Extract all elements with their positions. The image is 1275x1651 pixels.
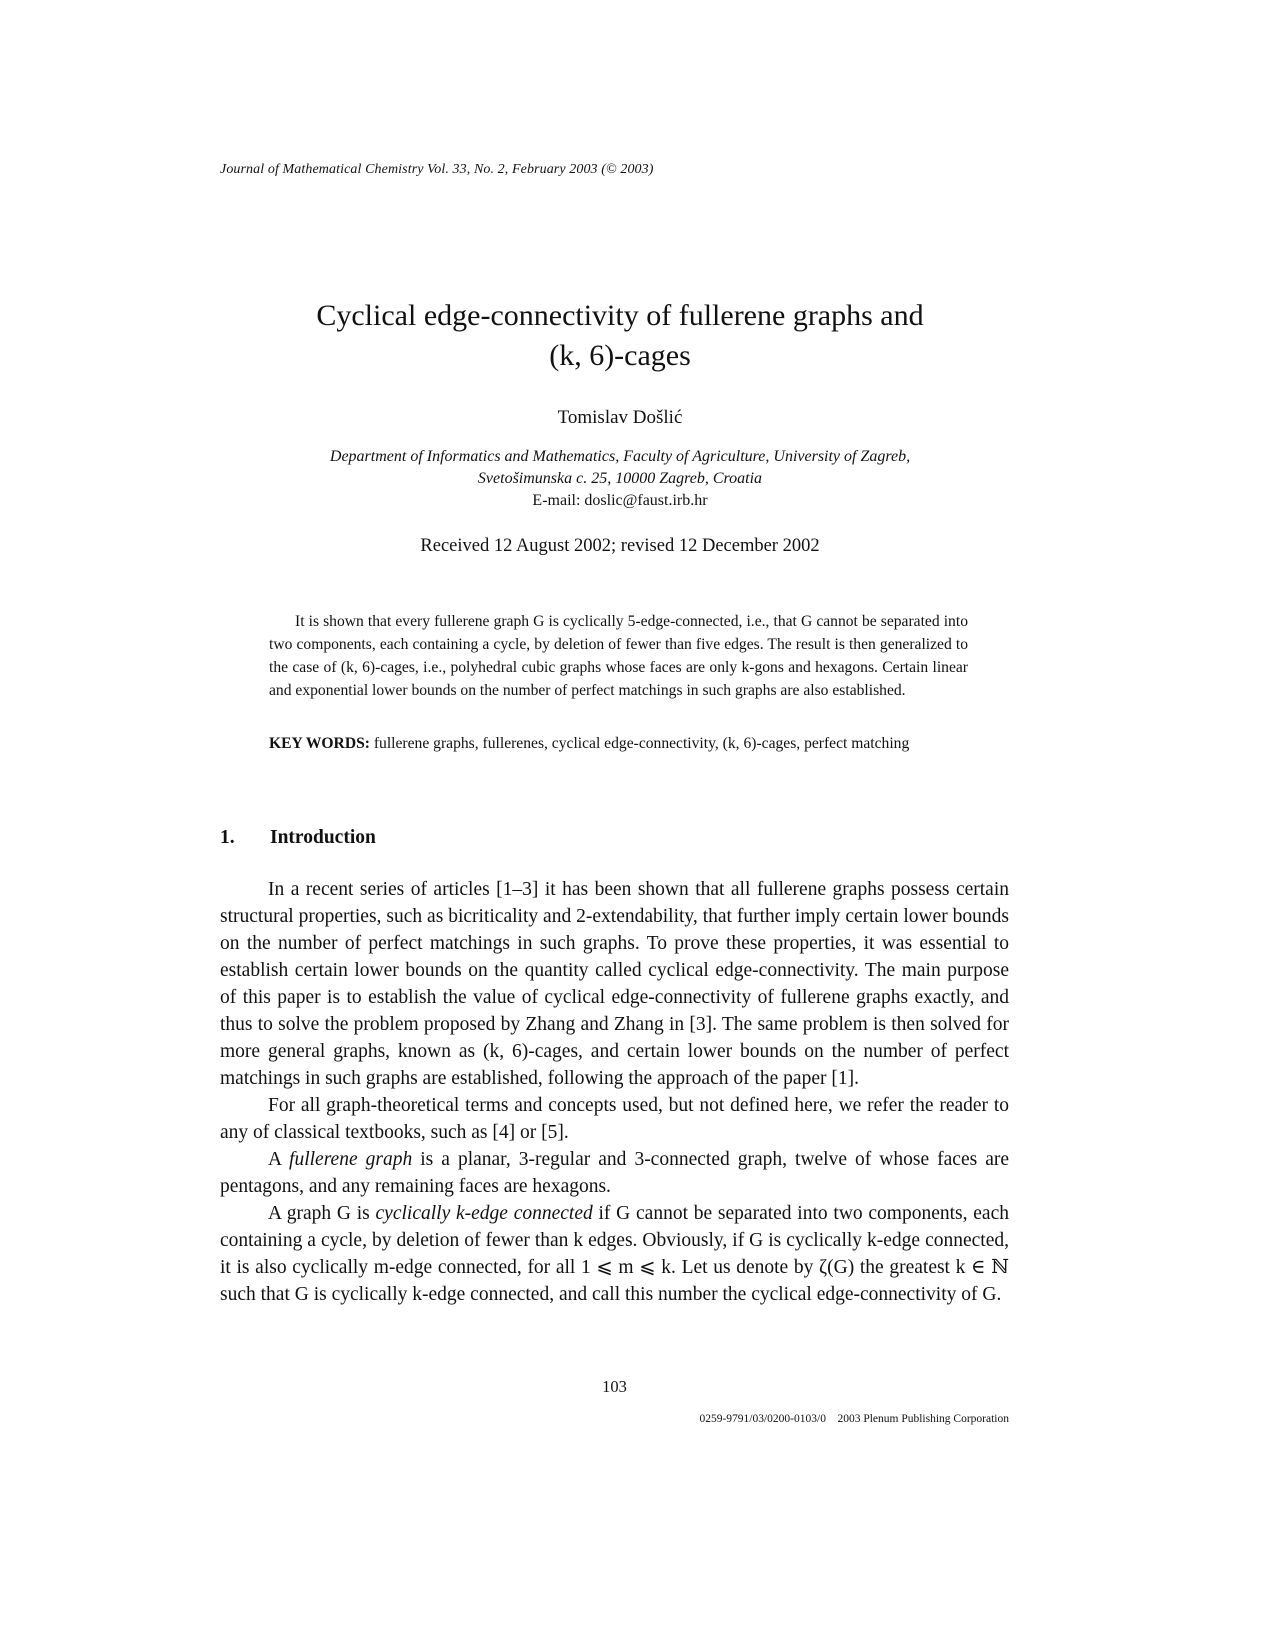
affiliation-block [220,446,1020,512]
section-title: Introduction [270,827,376,848]
paragraph-3-lead: A [268,1149,290,1170]
paragraph-3-rest: is a planar, 3-regular and 3-connected graph, twelve of whose faces are pentagons, and any remaining faces are hexagons. [220,1149,1010,1197]
title-line-1: Cyclical edge-connectivity of fullerene graphs and [316,299,924,332]
paragraph-4 [220,1200,1009,1308]
journal-header: Journal of Mathematical Chemistry Vol. 33, No. 2, February 2003 (© 2003) [220,162,654,177]
affiliation-line-2: Svetošimunska c. 25, 10000 Zagreb, Croatia [477,470,763,487]
section-heading [220,827,376,849]
term-cyclically-k-edge-connected: cyclically k-edge connected [375,1203,593,1224]
paragraph-4-rest: if G cannot be separated into two components, each containing a cycle, by deletion of fewer than k edges. Obviously, if G is cyclically k-edge connected, it is also cyclically m-edge connected, for all 1 ⩽ m ⩽ k. Let us denote by ζ(G) the greatest k ∈ ℕ such that G is cyclically k-edge connected, and call this number the cyclical edge-connectivity of G. [220,1203,1009,1305]
section-body [220,876,1009,1308]
keywords [269,732,968,755]
received-dates: Received 12 August 2002; revised 12 December 2002 [420,536,820,556]
paragraph-1: In a recent series of articles [1–3] it has been shown that all fullerene graphs possess certain structural properties, such as bicriticality and 2-extendability, that further imply certain lower bounds on the number of perfect matchings in such graphs. To prove these properties, it was essential to establish certain lower bounds on the quantity called cyclical edge-connectivity. The main purpose of this paper is to establish the value of cyclical edge-connectivity of fullerene graphs exactly, and thus to solve the problem proposed by Zhang and Zhang in [3]. The same problem is then solved for more general graphs, known as (k, 6)-cages, and certain lower bounds on the number of perfect matchings in such graphs are established, following the approach of the paper [1]. [220,879,1009,1089]
affiliation-line-1: Department of Informatics and Mathematics, Faculty of Agriculture, University of Zagreb, [329,448,911,465]
abstract: It is shown that every fullerene graph G is cyclically 5-edge-connected, i.e., that G cannot be separated into two components, each containing a cycle, by deletion of fewer than five edges. The result is then generalized to the case of (k, 6)-cages, i.e., polyhedral cubic graphs whose faces are only k-gons and hexagons. Certain linear and exponential lower bounds on the number of perfect matchings in such graphs are also established. [269,613,968,699]
page-number: 103 [602,1377,627,1396]
author-name: Tomislav Došlić [557,407,683,428]
article-title [220,296,1020,376]
paragraph-4-lead: A graph G is [268,1203,376,1224]
keywords-text: fullerene graphs, fullerenes, cyclical edge-connectivity, (k, 6)-cages, perfect matching [373,735,910,752]
section-number: 1. [220,827,235,848]
paragraph-2: For all graph-theoretical terms and concepts used, but not defined here, we refer the reader to any of classical textbooks, such as [4] or [5]. [220,1095,1009,1143]
term-fullerene-graph: fullerene graph [289,1149,413,1170]
keywords-label: KEY WORDS: [269,735,370,752]
author-email: E-mail: doslic@faust.irb.hr [532,492,708,509]
copyright-line: 0259-9791/03/0200-0103/0 2003 Plenum Publishing Corporation [699,1413,1009,1425]
title-line-2: (k, 6)-cages [549,339,691,372]
paragraph-3 [220,1146,1009,1200]
